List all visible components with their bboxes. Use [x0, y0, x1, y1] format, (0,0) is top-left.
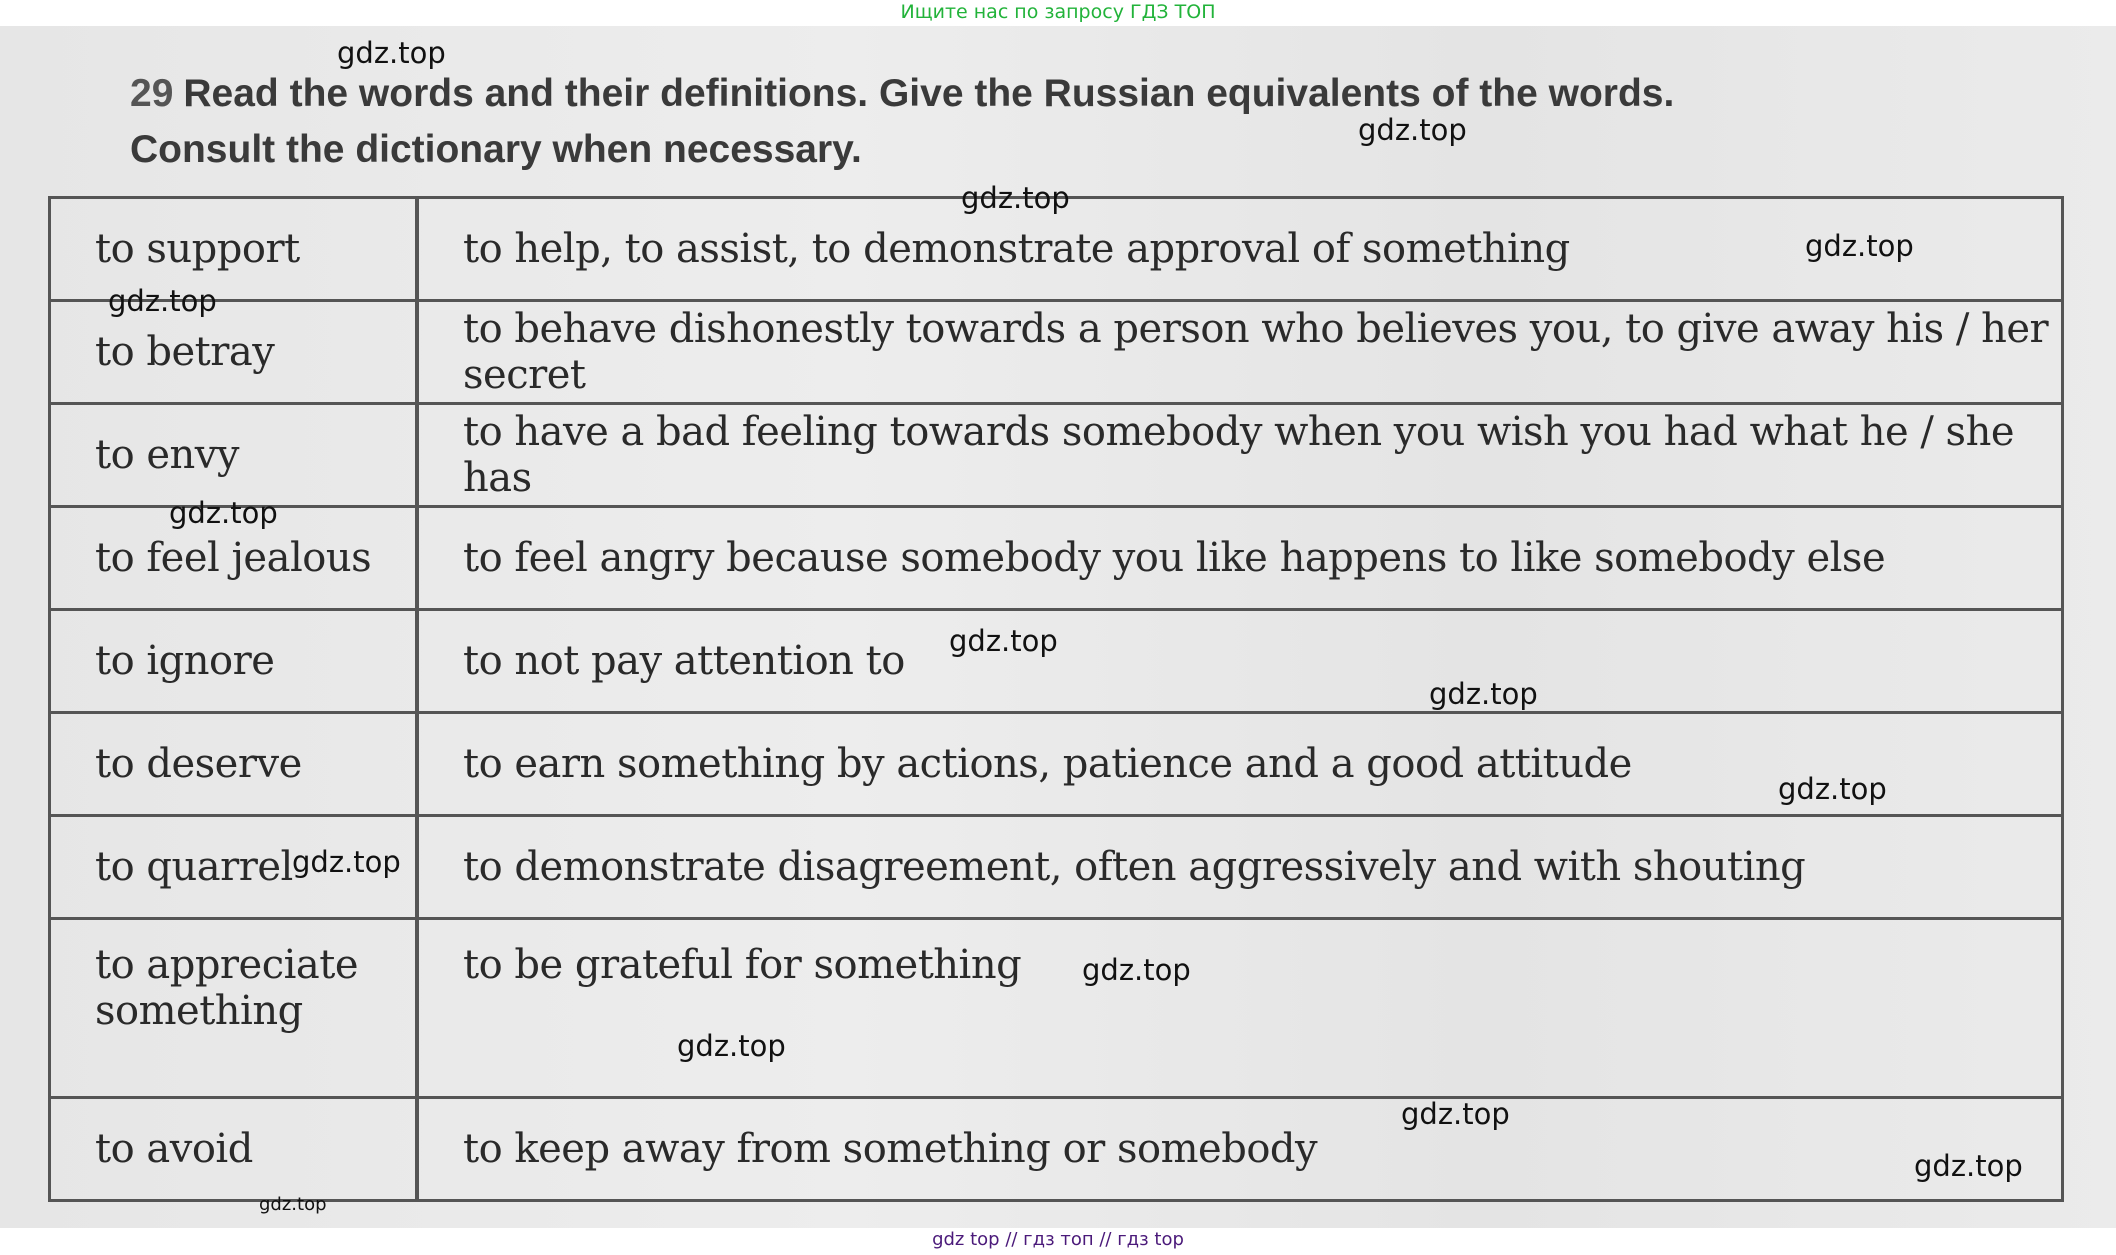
word-cell: to betray: [50, 301, 418, 404]
watermark: gdz.top: [1914, 1149, 2023, 1183]
watermark: gdz.top: [337, 36, 446, 70]
watermark: gdz.top: [1401, 1097, 1510, 1131]
watermark: gdz.top: [1805, 229, 1914, 263]
definition-cell: to not pay attention to: [417, 610, 2063, 713]
word-cell: to support: [50, 198, 418, 301]
definitions-table: [48, 196, 2064, 1202]
watermark: gdz.top: [108, 284, 217, 318]
table-row: [50, 919, 2063, 1098]
word-cell: to envy: [50, 404, 418, 507]
definition-cell: to be grateful for something: [417, 919, 2063, 1098]
table-row: [50, 301, 2063, 404]
table-row: [50, 507, 2063, 610]
watermark: gdz.top: [1082, 953, 1191, 987]
table-row: [50, 713, 2063, 816]
table-row: [50, 1098, 2063, 1201]
watermark: gdz.top: [677, 1029, 786, 1063]
definition-cell: to help, to assist, to demonstrate approval of something: [417, 198, 2063, 301]
table-row: [50, 404, 2063, 507]
watermark: gdz.top: [169, 496, 278, 530]
watermark: gdz.top: [1358, 113, 1467, 147]
exercise-number: 29: [130, 72, 174, 115]
definition-cell: to earn something by actions, patience and a good attitude: [417, 713, 2063, 816]
watermark: gdz.top: [1778, 772, 1887, 806]
definition-cell: to feel angry because somebody you like happens to like somebody else: [417, 507, 2063, 610]
definition-cell: to behave dishonestly towards a person who believes you, to give away his / her secret: [417, 301, 2063, 404]
word-cell: to feel jealous: [50, 507, 418, 610]
watermark: gdz.top: [961, 181, 1070, 215]
word-cell: to appreciate something: [50, 919, 418, 1098]
top-banner: Ищите нас по запросу ГДЗ ТОП: [900, 1, 1216, 23]
word-cell: to deserve: [50, 713, 418, 816]
watermark: gdz.top: [949, 624, 1058, 658]
definition-cell: to keep away from something or somebody: [417, 1098, 2063, 1201]
word-cell: to avoid: [50, 1098, 418, 1201]
definition-cell: to demonstrate disagreement, often aggressively and with shouting: [417, 816, 2063, 919]
watermark: gdz.top: [292, 845, 401, 879]
definition-cell: to have a bad feeling towards somebody when you wish you had what he / she has: [417, 404, 2063, 507]
bottom-banner: gdz top // гдз топ // гдз top: [932, 1229, 1184, 1250]
instruction-line-1: Read the words and their definitions. Give the Russian equivalents of the words.: [183, 72, 1675, 115]
watermark: gdz.top: [1429, 677, 1538, 711]
word-cell: to quarrel: [50, 816, 418, 919]
instruction-line-2: Consult the dictionary when necessary.: [130, 128, 862, 171]
word-cell: to ignore: [50, 610, 418, 713]
watermark: gdz.top: [259, 1194, 327, 1215]
